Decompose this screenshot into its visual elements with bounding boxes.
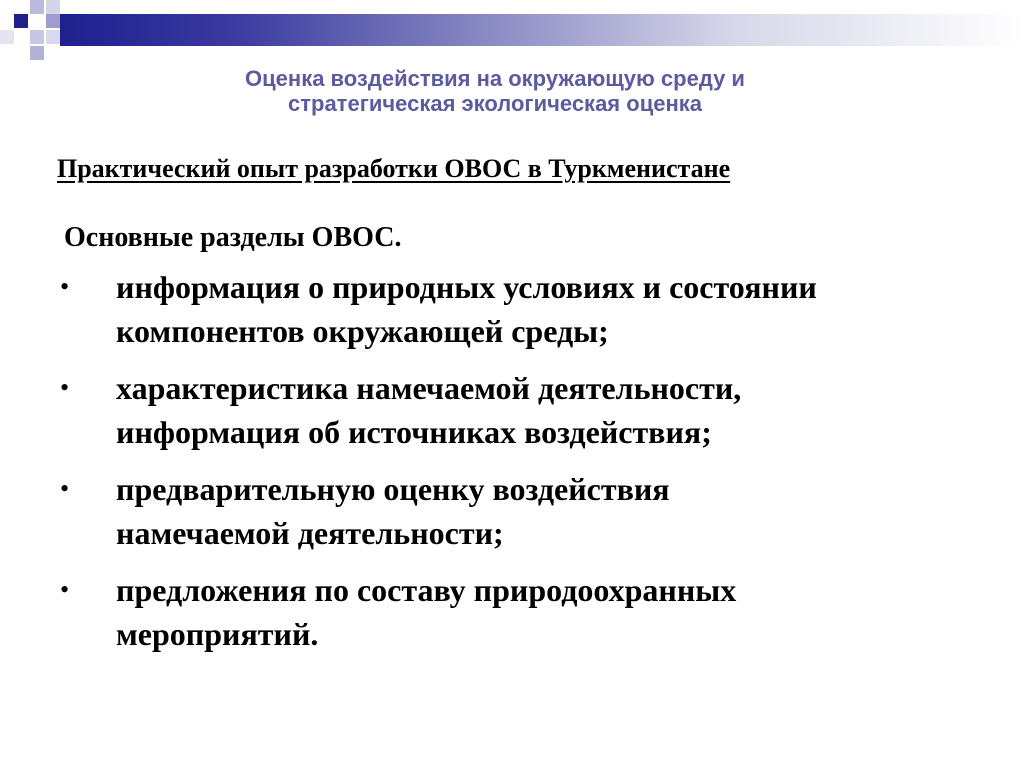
bullet-item: [60, 265, 1010, 353]
bullet-text-line: информация о природных условиях и состоянии: [116, 269, 817, 305]
decorative-square-light: [46, 30, 60, 44]
bullet-text-line: компонентов окружающей среды;: [116, 313, 609, 349]
slide-title-line: стратегическая экологическая оценка: [288, 91, 702, 116]
bullet-icon: •: [60, 575, 70, 604]
bullet-icon: •: [60, 272, 70, 301]
decorative-square-light: [46, 14, 60, 28]
bullet-text-line: характеристика намечаемой деятельности,: [116, 370, 742, 406]
bullet-icon: •: [60, 474, 70, 503]
intro-text: Основные разделы ОВОС.: [64, 222, 402, 253]
decorative-square-light: [30, 46, 44, 60]
bullet-icon: •: [60, 373, 70, 402]
slide-title: [0, 66, 990, 116]
bullet-list: [60, 265, 1010, 669]
decorative-square-light: [0, 30, 14, 44]
decorative-square-light: [30, 30, 44, 44]
bullet-text-line: мероприятий.: [116, 616, 319, 652]
bullet-text-line: намечаемой деятельности;: [116, 515, 504, 551]
decorative-square-light: [46, 0, 60, 14]
bullet-text-line: информация об источниках воздействия;: [116, 414, 712, 450]
bullet-text-line: предложения по составу природоохранных: [116, 572, 737, 608]
bullet-item: [60, 568, 1010, 656]
slide-subtitle: Практический опыт разработки ОВОС в Туркменистане: [57, 154, 731, 183]
bullet-text-line: предварительную оценку воздействия: [116, 471, 670, 507]
decorative-square-light: [30, 0, 44, 14]
bullet-item: [60, 366, 1010, 454]
decorative-square-dark: [14, 14, 28, 28]
gradient-bar: [60, 14, 1024, 46]
slide-title-line: Оценка воздействия на окружающую среду и: [245, 66, 745, 91]
bullet-item: [60, 467, 1010, 555]
